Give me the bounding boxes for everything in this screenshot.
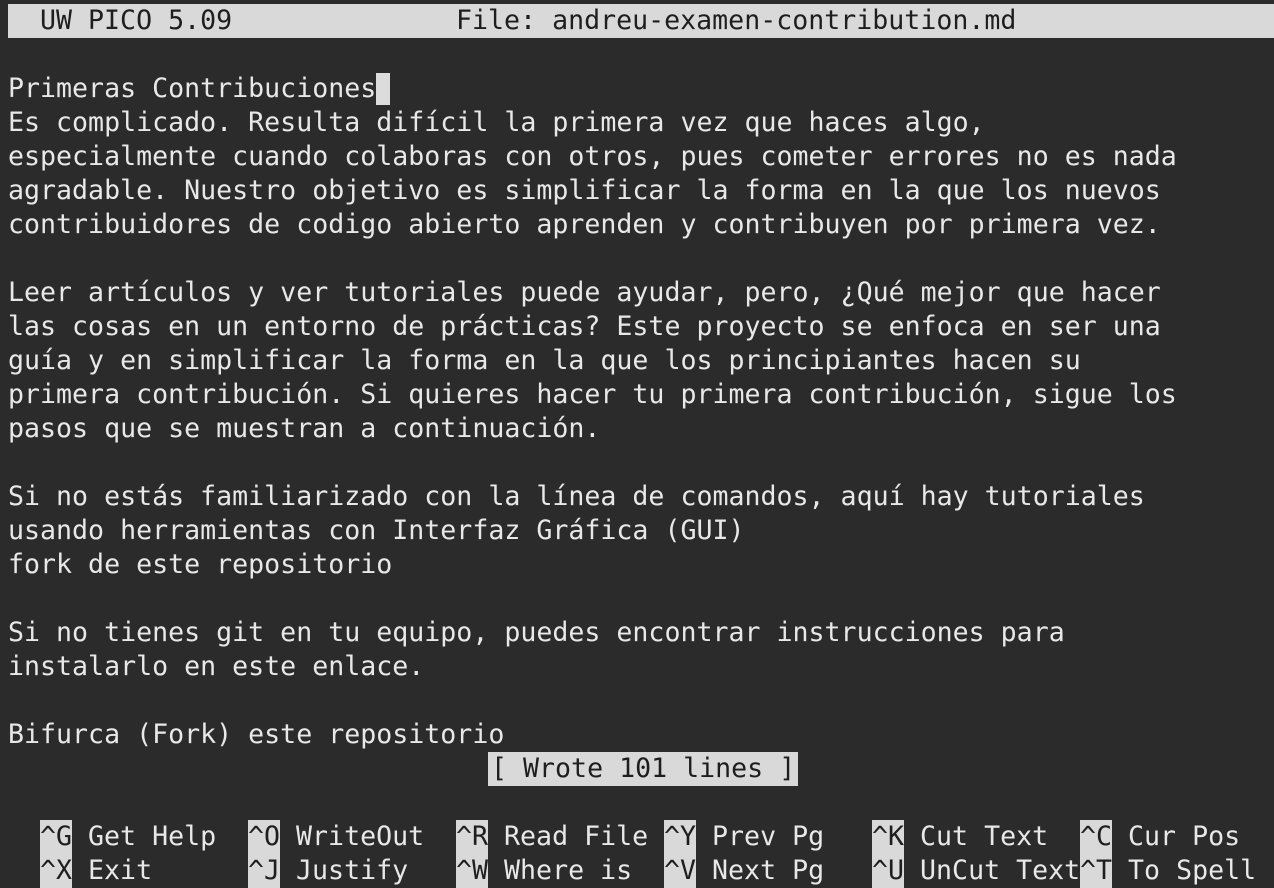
shortcut-cut-text[interactable] <box>840 786 1049 852</box>
shortcut-prev-pg[interactable] <box>632 786 825 852</box>
shortcut-key: ^U <box>872 855 905 886</box>
editor-line[interactable]: agradable. Nuestro objetivo es simplificar la forma en la que los nuevos <box>8 175 1161 206</box>
status-message: [ Wrote 101 lines ] <box>488 752 798 786</box>
editor-line[interactable]: Leer artículos y ver tutoriales puede ayudar, pero, ¿Qué mejor que hacer <box>8 277 1161 308</box>
shortcut-label: Read File <box>504 821 649 852</box>
shortcut-label: Next Pg <box>712 855 825 886</box>
file-name: File: andreu-examen-contribution.md <box>456 5 1017 36</box>
editor-line[interactable]: pasos que se muestran a continuación. <box>8 413 601 444</box>
editor-line[interactable]: Es complicado. Resulta difícil la primera vez que haces algo, <box>8 107 985 138</box>
shortcut-label: UnCut Text <box>920 855 1081 886</box>
text-cursor <box>376 73 390 105</box>
shortcut-key: ^V <box>664 855 697 886</box>
shortcut-get-help[interactable] <box>8 786 217 852</box>
shortcut-to-spell[interactable] <box>1048 820 1257 886</box>
shortcut-justify[interactable] <box>216 820 409 886</box>
app-name: UW PICO 5.09 <box>40 5 233 36</box>
editor-line-text[interactable]: Primeras Contribuciones <box>8 73 377 104</box>
shortcut-label: WriteOut <box>296 821 425 852</box>
shortcut-label: Where is <box>504 855 633 886</box>
shortcut-key: ^T <box>1080 855 1113 886</box>
shortcut-cur-pos[interactable] <box>1048 786 1241 852</box>
editor-line[interactable]: contribuidores de codigo abierto aprenden y contribuyen por primera vez. <box>8 209 1161 240</box>
shortcut-next-pg[interactable] <box>632 820 825 886</box>
editor-line[interactable]: especialmente cuando colaboras con otros, pues cometer errores no es nada <box>8 141 1177 172</box>
shortcut-label: Exit <box>88 855 153 886</box>
shortcut-key: ^O <box>248 821 281 852</box>
editor-line[interactable]: Bifurca (Fork) este repositorio <box>8 719 505 750</box>
shortcut-key: ^W <box>456 855 489 886</box>
editor-line[interactable]: Si no estás familiarizado con la línea de comandos, aquí hay tutoriales <box>8 481 1145 512</box>
shortcut-label: Get Help <box>88 821 217 852</box>
shortcut-key: ^C <box>1080 821 1113 852</box>
shortcut-writeout[interactable] <box>216 786 425 852</box>
shortcut-label: Justify <box>296 855 409 886</box>
editor-line[interactable]: Si no tienes git en tu equipo, puedes encontrar instrucciones para <box>8 617 1065 648</box>
editor-line[interactable]: las cosas en un entorno de prácticas? Este proyecto se enfoca en ser una <box>8 311 1161 342</box>
editor-line[interactable]: guía y en simplificar la forma en la que los principiantes hacen su <box>8 345 1081 376</box>
editor-line[interactable]: primera contribución. Si quieres hacer tu primera contribución, sigue los <box>8 379 1177 410</box>
title-bar <box>8 4 1274 38</box>
shortcut-read-file[interactable] <box>424 786 649 852</box>
shortcut-label: Cur Pos <box>1128 821 1241 852</box>
shortcut-label: To Spell <box>1128 855 1257 886</box>
shortcut-label: Prev Pg <box>712 821 825 852</box>
shortcut-label: Cut Text <box>920 821 1049 852</box>
shortcut-key: ^J <box>248 855 281 886</box>
editor-line[interactable]: fork de este repositorio <box>8 549 393 580</box>
editor-line[interactable]: usando herramientas con Interfaz Gráfica (GUI) <box>8 515 745 546</box>
shortcut-key: ^K <box>872 821 905 852</box>
shortcut-where-is[interactable] <box>424 820 633 886</box>
shortcut-key: ^R <box>456 821 489 852</box>
shortcut-key: ^X <box>40 855 73 886</box>
shortcut-uncut-text[interactable] <box>840 820 1081 886</box>
editor-line[interactable] <box>8 72 390 106</box>
shortcut-key: ^G <box>40 821 73 852</box>
shortcut-key: ^Y <box>664 821 697 852</box>
editor-line[interactable]: instalarlo en este enlace. <box>8 651 425 682</box>
